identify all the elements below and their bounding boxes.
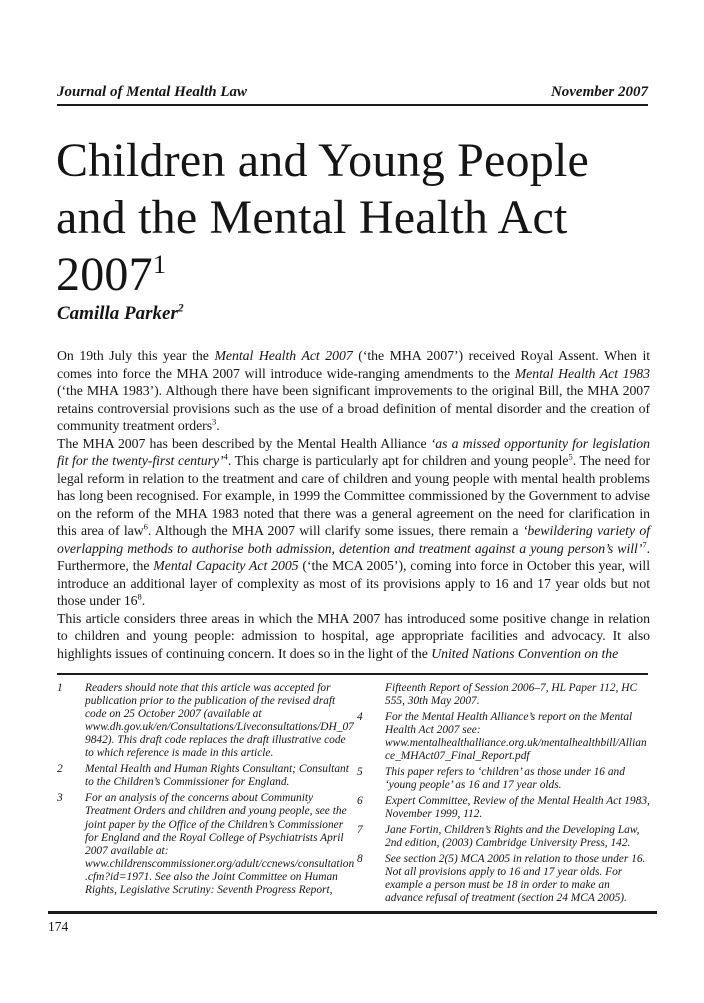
footnote-item bbox=[57, 763, 356, 789]
body-paragraph: This article considers three areas in which the MHA 2007 has introduced some positive change in relation to children and young people: admission to hospital, age appropriate facilities and advocacy. It also highlights issues of continuing concern. It does so in the light of the United Nations Convention on the bbox=[57, 610, 650, 661]
footnote-text: This paper refers to ‘children’ as those under 16 and ‘young people’ as 16 and 17 year olds. bbox=[385, 766, 625, 792]
footnote-number: 2 bbox=[57, 763, 63, 776]
body-paragraph: On 19th July this year the Mental Health Act 2007 (‘the MHA 2007’) received Royal Assent. When it comes into force the MHA 2007 will introduce wide-ranging amendments to the Mental Health Act 1983 (‘the MHA 1983’). Although there have been significant improvements to the original Bill, the MHA 2007 retains controversial provisions such as the use of a broad definition of mental disorder and the creation of community treatment orders$^3$. bbox=[57, 348, 651, 433]
footnote-text: For the Mental Health Alliance’s report on the Mental Health Act 2007 see: www.mentalhealthalliance.org.uk/mentalhealthbill/Alliance_MHAct07_Final_Report.pdf bbox=[385, 710, 647, 763]
footnote-item bbox=[357, 795, 650, 821]
footnote-item bbox=[357, 711, 650, 763]
footnote-number: 7 bbox=[357, 824, 363, 837]
article-title bbox=[56, 132, 676, 303]
footnotes-section bbox=[57, 682, 650, 908]
journal-title: Journal of Mental Health Law bbox=[57, 84, 248, 100]
footnote-number: 8 bbox=[357, 853, 363, 866]
footnote-item bbox=[357, 766, 650, 792]
footnote-item bbox=[357, 824, 650, 850]
footnotes-left-column bbox=[57, 682, 356, 908]
footnote-rule bbox=[57, 673, 648, 675]
footnote-number: 6 bbox=[357, 795, 363, 808]
author-byline bbox=[57, 303, 184, 325]
footer-rule bbox=[48, 911, 657, 914]
footnote-text: Expert Committee, Review of the Mental Health Act 1983, November 1999, 112. bbox=[385, 795, 650, 821]
footnote-text: Readers should note that this article was accepted for publication prior to the publication of the revised draft code on 25 October 2007 (available at www.dh.gov.uk/en/Consultations/Liveconsultations/DH_079842). This draft code replaces the draft illustrative code to which reference is made in this article. bbox=[85, 682, 354, 760]
footnote-item bbox=[57, 682, 356, 761]
page-number: 174 bbox=[48, 919, 69, 934]
title-line-3 bbox=[56, 246, 676, 303]
footnote-number: 3 bbox=[57, 792, 63, 805]
header-rule bbox=[57, 104, 648, 106]
issue-date: November 2007 bbox=[550, 84, 648, 100]
footnote-text: Jane Fortin, Children’s Rights and the Developing Law, 2nd edition, (2003) Cambridge University Press, 142. bbox=[385, 824, 640, 850]
footnote-number: 5 bbox=[357, 766, 363, 779]
footnote-text: For an analysis of the concerns about Community Treatment Orders and children and young people, see the joint paper by the Office of the Children’s Commissioner for England and the Royal College of Psychiatrists April 2007 available at: www.childrenscommissioner.org/adult/ccnews/consultation.cfm?id=1971. See also the Joint Committee on Human Rights, Legislative Scrutiny: Seventh Progress Report, bbox=[85, 792, 355, 896]
footnote-number: 4 bbox=[357, 710, 363, 723]
author-name: Camilla Parker bbox=[57, 303, 178, 324]
title-year: 2007 bbox=[56, 248, 153, 301]
title-line-1: Children and Young People bbox=[56, 134, 589, 187]
footnote-item bbox=[57, 792, 356, 897]
author-footnote-ref: 2 bbox=[177, 302, 184, 315]
footnote-number bbox=[357, 682, 385, 708]
article-content bbox=[57, 347, 650, 908]
title-line-2: and the Mental Health Act bbox=[56, 191, 568, 244]
article-body bbox=[57, 347, 650, 662]
page-header bbox=[57, 84, 648, 101]
footnote-text: Fifteenth Report of Session 2006–7, HL Paper 112, HC 555, 30th May 2007. bbox=[385, 682, 638, 708]
footnote-number: 1 bbox=[57, 682, 63, 694]
footnote-text: Mental Health and Human Rights Consultant; Consultant to the Children’s Commissioner for England. bbox=[85, 763, 349, 789]
title-footnote-ref: 1 bbox=[152, 249, 167, 279]
footnote-text: See section 2(5) MCA 2005 in relation to those under 16. Not all provisions apply to 16 and 17 year olds. For example a person must be 18 in order to make an advance refusal of treatment (section 24 MCA 2005). bbox=[385, 853, 646, 905]
footnote-item bbox=[357, 853, 650, 905]
body-paragraph: The MHA 2007 has been described by the Mental Health Alliance ‘as a missed opportunity for legislation fit for the twenty-first century’$^4$. This charge is particularly apt for children and young people$^5$. The need for legal reform in relation to the treatment and care of children and young people with mental health problems has long been recognised. For example, in 1999 the Committee commissioned by the Government to advise on the reform of the MHA 1983 noted that there was a general agreement on the need for clarification in this area of law$^6$. Although the MHA 2007 will clarify some issues, there remain a ‘bewildering variety of overlapping methods to authorise both admission, detention and treatment against a young person’s will’$^7$. Furthermore, the Mental Capacity Act 2005 (‘the MCA 2005’), coming into force in October this year, will introduce an additional layer of complexity as most of its provisions apply to 16 and 17 year olds but not those under $16^8$. bbox=[57, 435, 650, 608]
footnote-item bbox=[357, 682, 650, 708]
footnotes-right-column bbox=[357, 682, 650, 908]
